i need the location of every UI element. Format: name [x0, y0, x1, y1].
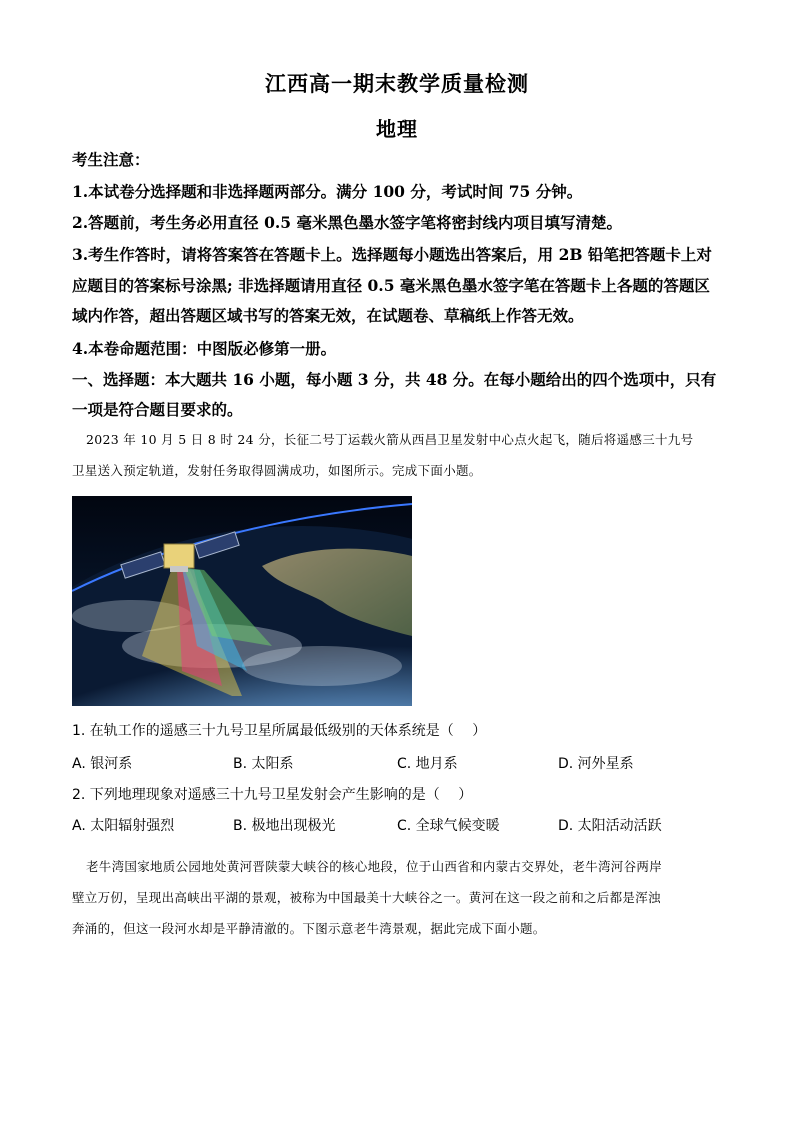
exam-title: 江西高一期末教学质量检测: [265, 71, 529, 96]
notice-item-4: 4.本卷命题范围：中图版必修第一册。: [72, 339, 337, 358]
notice-item-3-line-1: 3.考生作答时，请将答案答在答题卡上。选择题每小题选出答案后，用 2B 铅笔把答题卡上对: [72, 245, 712, 264]
question-1-stem: 1. 在轨工作的遥感三十九号卫星所属最低级别的天体系统是（ ）: [72, 723, 487, 739]
passage-1-line-2: 卫星送入预定轨道，发射任务取得圆满成功，如图所示。完成下面小题。: [72, 463, 482, 478]
notice-item-2: 2.答题前，考生务必用直径 0.5 毫米黑色墨水签字笔将密封线内项目填写清楚。: [72, 213, 622, 232]
passage-2-line-2: 壁立万仞，呈现出高峡出平湖的景观，被称为中国最美十大峡谷之一。黄河在这一段之前和之后都是浑浊: [72, 890, 661, 905]
question-2-option-a[interactable]: A. 太阳辐射强烈: [72, 818, 175, 834]
question-1-option-a[interactable]: A. 银河系: [72, 756, 133, 772]
satellite-figure: [72, 496, 412, 706]
notice-item-3-line-3: 域内作答，超出答题区域书写的答案无效，在试题卷、草稿纸上作答无效。: [72, 306, 584, 325]
notice-heading: 考生注意：: [72, 150, 150, 169]
question-2-option-c[interactable]: C. 全球气候变暖: [397, 818, 500, 834]
satellite-illustration: [72, 496, 412, 706]
passage-1-line-1: 2023 年 10 月 5 日 8 时 24 分，长征二号丁运载火箭从西昌卫星发射中心点火起飞，随后将遥感三十九号: [86, 432, 694, 447]
passage-2-line-3: 奔涌的，但这一段河水却是平静清澈的。下图示意老牛湾景观，据此完成下面小题。: [72, 921, 546, 936]
question-2-option-b[interactable]: B. 极地出现极光: [233, 818, 336, 834]
question-2-option-d[interactable]: D. 太阳活动活跃: [558, 818, 662, 834]
section-1-line-2: 一项是符合题目要求的。: [72, 400, 243, 419]
question-1-option-c[interactable]: C. 地月系: [397, 756, 458, 772]
subject-title: 地理: [376, 117, 418, 141]
passage-2-line-1: 老牛湾国家地质公园地处黄河晋陕蒙大峡谷的核心地段，位于山西省和内蒙古交界处，老牛湾河谷两岸: [86, 859, 663, 874]
section-1-line-1: 一、选择题：本大题共 16 小题，每小题 3 分，共 48 分。在每小题给出的四个选项中，只有: [72, 370, 717, 389]
question-1-option-b[interactable]: B. 太阳系: [233, 756, 294, 772]
question-2-stem: 2. 下列地理现象对遥感三十九号卫星发射会产生影响的是（ ）: [72, 787, 473, 803]
question-1-option-d[interactable]: D. 河外星系: [558, 756, 634, 772]
notice-item-1: 1.本试卷分选择题和非选择题两部分。满分 100 分，考试时间 75 分钟。: [72, 182, 583, 201]
notice-item-3-line-2: 应题目的答案标号涂黑; 非选择题请用直径 0.5 毫米黑色墨水签字笔在答题卡上各题的答题区: [72, 276, 710, 295]
